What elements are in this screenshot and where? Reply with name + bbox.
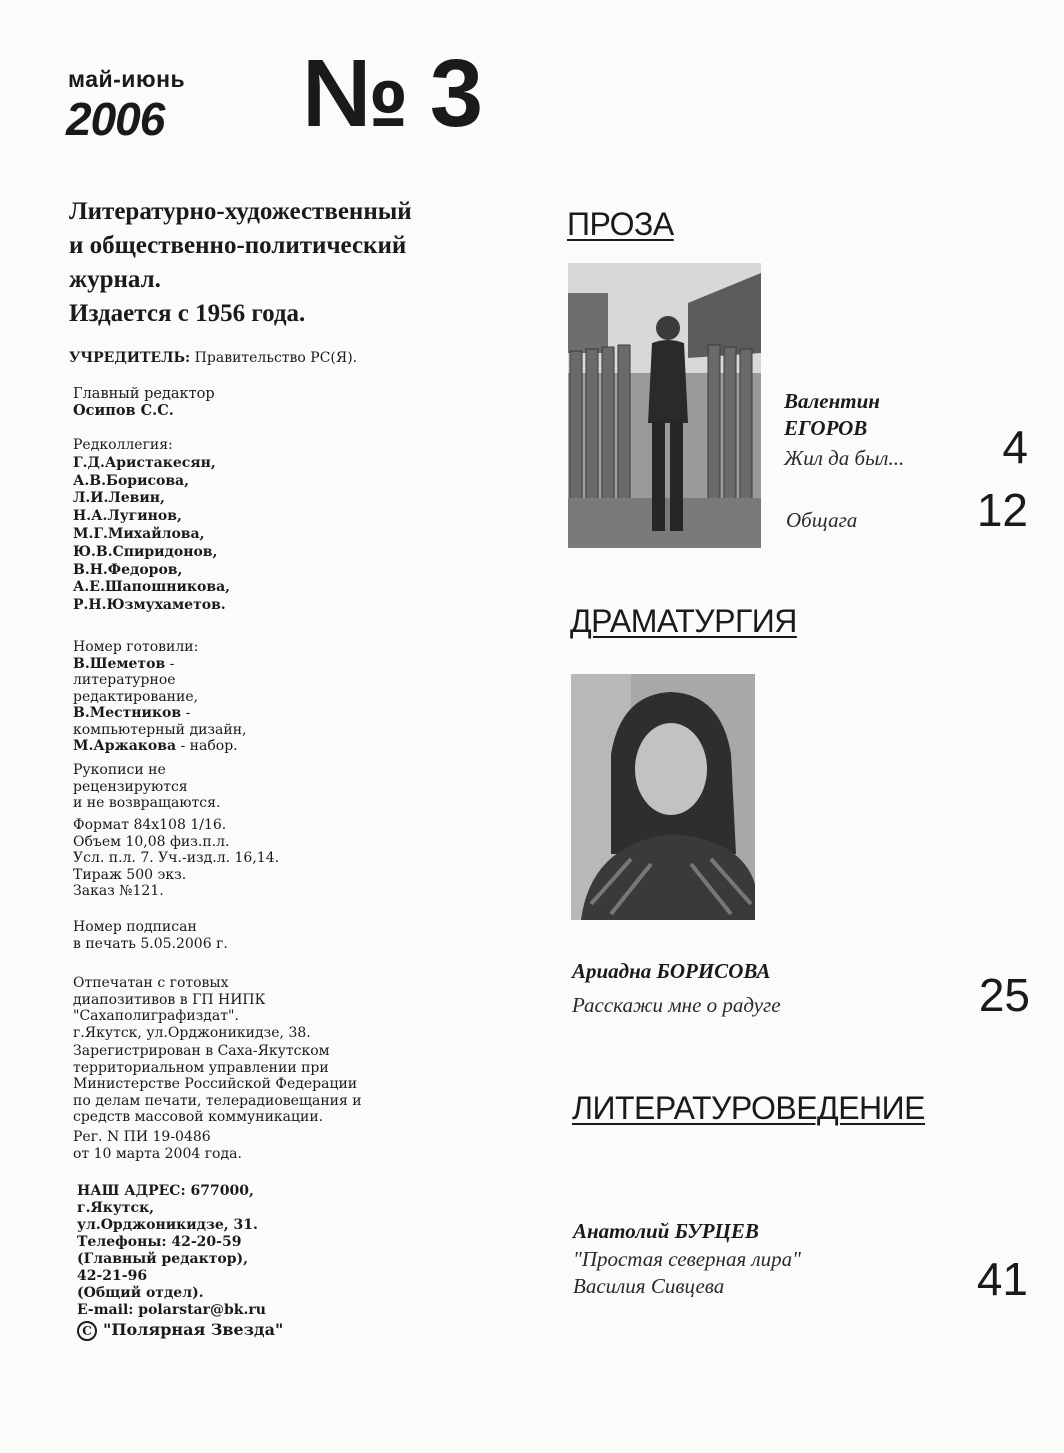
board-member: А.Е.Шапошникова, bbox=[73, 579, 231, 596]
contact-address bbox=[77, 1183, 397, 1341]
subtitle-line: Издается с 1956 года. bbox=[69, 300, 306, 327]
staff-role: - набор. bbox=[176, 738, 238, 754]
author-first-name: Валентин bbox=[784, 389, 880, 413]
author-name: Анатолий БУРЦЕВ bbox=[573, 1219, 759, 1243]
chief-editor bbox=[73, 386, 413, 419]
staff-name: В.Местников bbox=[73, 705, 182, 721]
issue-period: май-июнь bbox=[68, 66, 186, 92]
note-line: рецензируются bbox=[73, 778, 188, 795]
registration-line: Зарегистрирован в Саха-Якутском bbox=[73, 1043, 330, 1059]
printer-line: г.Якутск, ул.Орджоникидзе, 38. bbox=[73, 1024, 311, 1041]
registration-line: территориальном управлении при bbox=[73, 1059, 329, 1076]
section-heading-criticism: ЛИТЕРАТУРОВЕДЕНИЕ bbox=[572, 1090, 925, 1126]
page-number[interactable]: 4 bbox=[1002, 421, 1028, 473]
board-member: Р.Н.Юзмухаметов. bbox=[73, 597, 226, 614]
subtitle-line: Литературно-художественный bbox=[69, 198, 412, 225]
staff-role: - bbox=[165, 655, 175, 672]
staff-name: В.Шеметов bbox=[73, 655, 166, 672]
author-photo-borisova bbox=[571, 674, 755, 920]
registration-line: средств массовой коммуникации. bbox=[73, 1109, 324, 1125]
regnum-line: от 10 марта 2004 года. bbox=[73, 1145, 242, 1162]
work-title-continued[interactable]: Василия Сивцева bbox=[573, 1274, 725, 1298]
section-heading-drama: ДРАМАТУРГИЯ bbox=[570, 603, 797, 639]
signed-line: Номер подписан bbox=[73, 919, 197, 935]
note-line: и не возвращаются. bbox=[73, 795, 221, 811]
registration-line: Министерстве Российской Федерации bbox=[73, 1076, 358, 1092]
email-line[interactable]: E-mail: polarstar@bk.ru bbox=[77, 1302, 266, 1318]
address-line: 42-21-96 bbox=[77, 1268, 148, 1284]
copyright-icon: C bbox=[77, 1321, 97, 1341]
page-number[interactable]: 41 bbox=[976, 1253, 1028, 1305]
board-member: Н.А.Лугинов, bbox=[73, 508, 182, 525]
address-line: Телефоны: 42-20-59 bbox=[77, 1234, 242, 1250]
chief-editor-label: Главный редактор bbox=[73, 386, 215, 402]
regnum-line: Рег. N ПИ 19-0486 bbox=[73, 1129, 211, 1145]
printer-line: Отпечатан с готовых bbox=[73, 975, 229, 991]
staff-role: редактирование, bbox=[73, 688, 199, 705]
journal-subtitle bbox=[69, 195, 489, 331]
signed-to-print bbox=[73, 919, 413, 952]
address-line: ул.Орджоникидзе, 31. bbox=[77, 1217, 258, 1233]
issue-year: 2006 bbox=[66, 93, 165, 145]
author-last-name: ЕГОРОВ bbox=[784, 416, 868, 440]
work-title[interactable]: Расскажи мне о радуге bbox=[572, 993, 781, 1017]
board-member: Ю.В.Спиридонов, bbox=[73, 543, 218, 560]
work-title[interactable]: "Простая северная лира" bbox=[573, 1247, 801, 1271]
note-line: Рукописи не bbox=[73, 762, 166, 778]
address-line: (Главный редактор), bbox=[77, 1251, 249, 1267]
board-member: В.Н.Федоров, bbox=[73, 561, 183, 578]
printer-info bbox=[73, 975, 413, 1041]
page-number[interactable]: 12 bbox=[976, 484, 1028, 536]
printer-line: диапозитивов в ГП НИПК bbox=[73, 991, 266, 1008]
staff-label: Номер готовили: bbox=[73, 639, 199, 655]
chief-editor-name: Осипов С.С. bbox=[73, 401, 174, 419]
author-photo-egorov bbox=[568, 263, 761, 548]
photo-image bbox=[571, 674, 755, 920]
staff-role: литературное bbox=[73, 672, 176, 688]
print-format bbox=[73, 817, 413, 900]
registration-line: по делам печати, телерадиовещания и bbox=[73, 1092, 362, 1109]
founder-label: УЧРЕДИТЕЛЬ: bbox=[69, 350, 191, 366]
founder-line bbox=[69, 350, 357, 366]
board-label: Редколлегия: bbox=[73, 437, 173, 453]
work-title[interactable]: Общага bbox=[786, 508, 858, 532]
section-heading-prose: ПРОЗА bbox=[567, 206, 674, 242]
format-line: Формат 84х108 1/16. bbox=[73, 817, 227, 833]
format-line: Объем 10,08 физ.п.л. bbox=[73, 833, 230, 850]
registration-info bbox=[73, 1043, 413, 1126]
signed-line: в печать 5.05.2006 г. bbox=[73, 935, 228, 952]
manuscripts-note bbox=[73, 762, 413, 812]
board-member: Л.И.Левин, bbox=[73, 490, 165, 507]
founder-value: Правительство РС(Я). bbox=[194, 350, 358, 366]
editorial-board bbox=[73, 437, 413, 615]
format-line: Тираж 500 экз. bbox=[73, 866, 187, 883]
board-member: Г.Д.Аристакесян, bbox=[73, 454, 216, 471]
address-line: (Общий отдел). bbox=[77, 1285, 204, 1301]
subtitle-line: и общественно-политический bbox=[69, 232, 407, 259]
format-line: Усл. п.л. 7. Уч.-изд.л. 16,14. bbox=[73, 850, 280, 866]
printer-line: "Сахаполиграфиздат". bbox=[73, 1008, 239, 1024]
registration-number bbox=[73, 1129, 413, 1162]
work-title[interactable]: Жил да был... bbox=[784, 446, 905, 470]
issue-staff bbox=[73, 639, 413, 755]
board-member: М.Г.Михайлова, bbox=[73, 525, 205, 542]
staff-name: М.Аржакова bbox=[73, 738, 177, 754]
photo-image bbox=[568, 263, 761, 548]
page-number[interactable]: 25 bbox=[978, 969, 1030, 1021]
subtitle-line: журнал. bbox=[69, 266, 161, 293]
address-line: г.Якутск, bbox=[77, 1200, 155, 1216]
staff-role: - bbox=[181, 705, 191, 721]
staff-role: компьютерный дизайн, bbox=[73, 721, 247, 738]
copyright-text: "Полярная Звезда" bbox=[103, 1320, 284, 1339]
issue-number: № 3 bbox=[302, 40, 481, 147]
author-name: Ариадна БОРИСОВА bbox=[572, 959, 771, 983]
address-line: НАШ АДРЕС: 677000, bbox=[77, 1183, 254, 1199]
format-line: Заказ №121. bbox=[73, 883, 164, 899]
board-member: А.В.Борисова, bbox=[73, 472, 189, 489]
